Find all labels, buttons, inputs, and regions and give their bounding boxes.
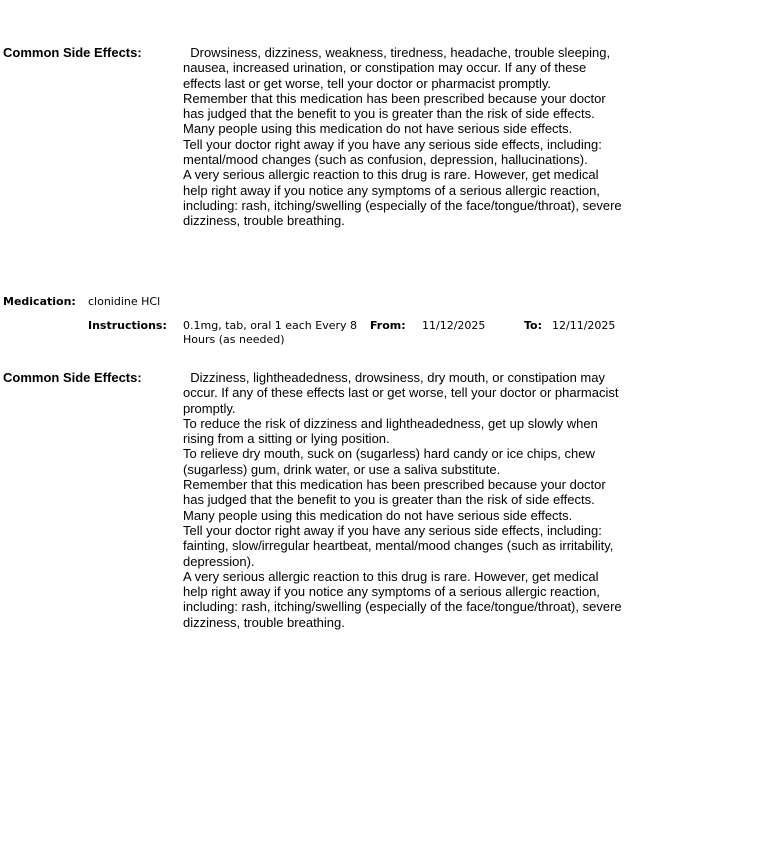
side-effects-text-top — [183, 45, 626, 229]
paragraph: Remember that this medication has been prescribed because your doctor has judged that the benefit to you is greater than the risk of side effects. Many people using this medication do not have serious side effects. — [183, 90, 610, 137]
side-effects-label-top: Common Side Effects: — [3, 45, 142, 60]
paragraph: Tell your doctor right away if you have any serious side effects, including: mental/mood changes (such as confusion, depression, hallucinations). — [183, 136, 606, 168]
paragraph: Remember that this medication has been prescribed because your doctor has judged that the benefit to you is greater than the risk of side effects. Many people using this medication do not have serious side effects. — [183, 477, 610, 523]
instructions-label: Instructions: — [88, 319, 167, 332]
side-effects-label-bottom: Common Side Effects: — [3, 370, 142, 385]
from-label: From: — [370, 319, 406, 332]
to-label: To: — [524, 319, 542, 332]
paragraph: A very serious allergic reaction to this drug is rare. However, get medical help right away if you notice any symptoms of a serious allergic reaction, including: rash, itching/swelling (especially of the face/tongue/throat), severe dizziness, trouble breathing. — [183, 167, 626, 229]
paragraph: Drowsiness, dizziness, weakness, tiredness, headache, trouble sleeping, nausea, increased urination, or constipation may occur. If any of these effects last or get worse, tell your doctor or pharmacist promptly. — [183, 45, 614, 91]
paragraph: A very serious allergic reaction to this drug is rare. However, get medical help right away if you notice any symptoms of a serious allergic reaction, including: rash, itching/swelling (especially of the face/tongue/throat), severe dizziness, trouble breathing. — [183, 568, 626, 630]
paragraph: Tell your doctor right away if you have any serious side effects, including: fainting, slow/irregular heartbeat, mental/mood changes (such as irritability, depression). — [183, 522, 618, 569]
instructions-text: 0.1mg, tab, oral 1 each Every 8 Hours (as needed) — [183, 319, 361, 346]
to-date: 12/11/2025 — [552, 319, 616, 332]
medication-label: Medication: — [3, 295, 76, 308]
medication-name: clonidine HCl — [88, 295, 161, 308]
from-date: 11/12/2025 — [422, 319, 486, 332]
paragraph: To relieve dry mouth, suck on (sugarless) hard candy or ice chips, chew (sugarless) gum, drink water, or use a saliva substitute. — [183, 446, 599, 477]
side-effects-text-bottom — [183, 370, 626, 630]
paragraph: Dizziness, lightheadedness, drowsiness, dry mouth, or constipation may occur. If any of these effects last or get worse, tell your doctor or pharmacist promptly. — [183, 370, 623, 416]
paragraph: To reduce the risk of dizziness and lightheadedness, get up slowly when rising from a sitting or lying position. — [183, 415, 602, 447]
